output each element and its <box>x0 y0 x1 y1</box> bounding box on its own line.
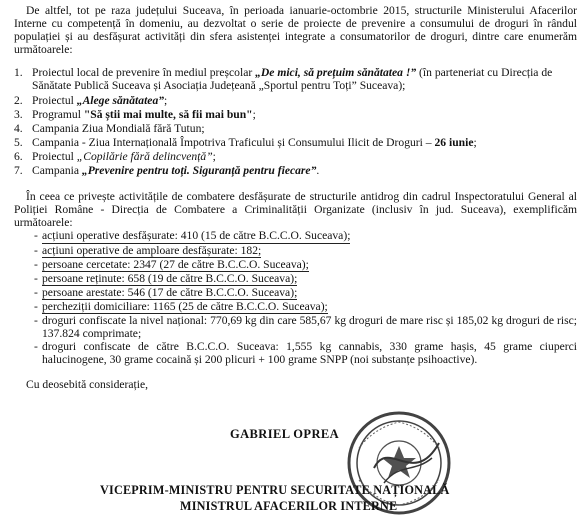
list-item: - percheziții domiciliare: 1165 (25 de către B.C.C.O. Suceava); <box>34 299 328 313</box>
item-text: Proiectul local de prevenire în mediul preșcolar <box>32 66 256 80</box>
item-emphasis: „Alege sănătatea” <box>76 93 165 107</box>
item-emphasis: 26 iunie <box>434 135 474 149</box>
list-item <box>14 108 577 121</box>
stat-text: percheziții domiciliare: 1165 (25 de către B.C.C.O. Suceava); <box>42 299 328 313</box>
list-item <box>14 122 577 135</box>
list-item: - acțiuni operative de amploare desfășurate: 182; <box>34 243 262 257</box>
item-text: Campania - Ziua Internațională Împotriva Traficului și Consumului Ilicit de Droguri – <box>32 135 435 149</box>
item-text: . <box>316 164 320 178</box>
item-text: Campania Ziua Mondială fără Tutun; <box>32 121 205 135</box>
item-emphasis: „Copilărie fără delincvență” <box>76 149 213 163</box>
item-number: 2. <box>14 93 23 107</box>
list-item <box>14 94 577 107</box>
item-emphasis: „Prevenire pentru toți. Siguranță pentru fiecare” <box>81 164 317 178</box>
list-item <box>14 164 577 177</box>
item-number: 6. <box>14 149 23 163</box>
list-item: - persoane reținute: 658 (19 de către B.C.C.O. Suceava); <box>34 271 298 285</box>
stat-text: persoane arestate: 546 (17 de către B.C.C.O. Suceava); <box>42 285 298 299</box>
program-list <box>14 66 577 177</box>
list-item <box>14 66 577 92</box>
item-text: Proiectul <box>32 149 77 163</box>
item-emphasis: „De mici, să prețuim sănătatea !” <box>255 66 417 80</box>
stat-text: persoane reținute: 658 (19 de către B.C.C.O. Suceava); <box>42 271 298 285</box>
list-item: - persoane cercetate: 2347 (27 de către B.C.C.O. Suceava); <box>34 257 309 271</box>
signatory-title-line1: VICEPRIM-MINISTRU PENTRU SECURITATE NAȚIONALĂ <box>100 483 450 497</box>
item-emphasis: "Să știi mai multe, să fii mai bun" <box>83 107 253 121</box>
item-text: Campania <box>32 164 82 178</box>
list-item <box>14 136 577 149</box>
stat-text: acțiuni operative desfășurate: 410 (15 de către B.C.C.O. Suceava); <box>42 229 351 243</box>
list-item: - persoane arestate: 546 (17 de către B.C.C.O. Suceava); <box>34 285 298 299</box>
list-item <box>14 150 577 163</box>
item-text: ; <box>473 135 477 149</box>
stats-list <box>14 229 577 366</box>
item-text: ; <box>212 149 216 163</box>
stat-text: droguri confiscate la nivel național: 770,69 kg din care 585,67 kg droguri de mare risc și 185,02 kg droguri de risc; 137.824 comprimate; <box>42 313 577 341</box>
stat-text: droguri confiscate de către B.C.C.O. Suceava: 1,555 kg cannabis, 330 grame hașis, 45 grame ciuperci halucinogene, 30 grame cocaină și 200 plicuri + 100 grame SNPP (noi substanțe psihoactive). <box>42 340 577 367</box>
item-number: 5. <box>14 135 23 149</box>
intro-paragraph: De altfel, tot pe raza județului Suceava, în perioada ianuarie-octombrie 2015, structurile Ministerului Afacerilor Interne cu competență în domeniu, au dezvoltat o serie de proiecte de prevenire a consumului de droguri în rândul populației și au desfășurat activități din sfera asistenței integrate a consumatorilor de droguri, dintre care enumerăm următoarele: <box>14 4 577 57</box>
item-text: (în parteneriat cu Direcția de Sănătate Publică Suceava și Asociația Județeană „Sportul pentru Toți” Suceava); <box>32 66 553 93</box>
list-item: - acțiuni operative desfășurate: 410 (15 de către B.C.C.O. Suceava); <box>34 229 351 243</box>
item-number: 3. <box>14 107 23 121</box>
closing-salutation: Cu deosebită considerație, <box>26 378 149 392</box>
item-text: ; <box>252 107 256 121</box>
signatory-name: GABRIEL OPREA <box>230 427 340 441</box>
item-text: ; <box>164 93 168 107</box>
list-item: - droguri confiscate la nivel național: 770,69 kg din care 585,67 kg droguri de mare risc și 185,02 kg droguri de risc; 137.824 comprimate; <box>34 313 577 341</box>
signatory-title-line2: MINISTRUL AFACERILOR INTERNE <box>180 499 398 513</box>
item-number: 4. <box>14 121 23 135</box>
stat-text: persoane cercetate: 2347 (27 de către B.C.C.O. Suceava); <box>42 257 309 271</box>
item-text: Programul <box>32 107 84 121</box>
item-number: 7. <box>14 164 23 178</box>
item-text: Proiectul <box>32 93 77 107</box>
list-item: - droguri confiscate de către B.C.C.O. Suceava: 1,555 kg cannabis, 330 grame hașis, 45 grame ciuperci halucinogene, 30 grame cocaină și 200 plicuri + 100 grame SNPP (noi substanțe psihoactive). <box>34 340 577 367</box>
stat-text: acțiuni operative de amploare desfășurate: 182; <box>42 243 262 257</box>
item-number: 1. <box>14 66 23 80</box>
actions-intro-paragraph: În ceea ce privește activitățile de combatere desfășurate de structurile antidrog din cadrul Inspectoratului General al Poliției Române - Direcția de Combatere a Criminalității Organizate (inclusiv în jud. Suceava), exemplificăm următoarele: <box>14 190 577 230</box>
